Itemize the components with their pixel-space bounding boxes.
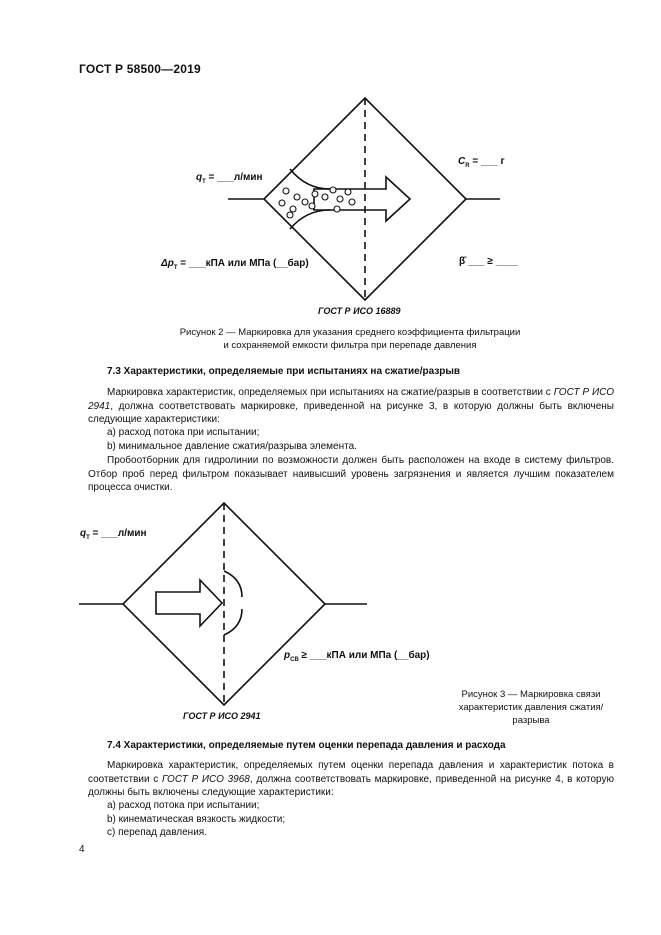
section-7-3-para1: Маркировка характеристик, определяемых при испытаниях на сжатие/разрыв в соответствии с ГОСТ Р ИСО 2941, должна соответствовать маркировке, приведенной на рисунке 3, в которую должны быть включены следующие характеристики: bbox=[88, 387, 615, 425]
section-7-4-title: 7.4 Характеристики, определяемые путем оценки перепада давления и расхода bbox=[107, 740, 506, 751]
fig3-flow-label: $q_T$ = ___л/мин bbox=[80, 528, 147, 541]
fig2-capacity-label: $C_R$ = ___ г bbox=[458, 156, 505, 169]
section-7-4-item-b: b) кинематическая вязкость жидкости; bbox=[107, 814, 286, 825]
fig2-standard-ref: ГОСТ Р ИСО 16889 bbox=[318, 306, 401, 316]
fig2-caption: Рисунок 2 — Маркировка для указания среднего коэффициента фильтрации и сохраняемой емкости фильтра при перепаде давления bbox=[179, 327, 521, 351]
section-7-4-para1: Маркировка характеристик, определяемых путем оценки перепада давления и характеристик потока в соответствии с ГОСТ Р ИСО 3968, должна соответствовать маркировке, приведенной на рисунке 4, в которую должны быть включены следующие характеристики: bbox=[88, 760, 614, 798]
section-7-4-item-a: a) расход потока при испытании; bbox=[107, 800, 260, 811]
fig3-curve-top bbox=[224, 571, 242, 597]
section-7-3-para2: Пробоотборник для гидролинии по возможности должен быть расположен на входе в систему фильтров. Отбор проб перед фильтром показывает наивысший уровень загрязнения и является лучшим показателем процесса очистки. bbox=[88, 455, 614, 493]
section-7-4-item-c: c) перепад давления. bbox=[107, 827, 207, 838]
section-7-3-item-a: a) расход потока при испытании; bbox=[107, 427, 260, 438]
fig3-pressure-label: $p_{CB}$ ≥ ___кПА или МПа (__бар) bbox=[284, 650, 430, 663]
fig2-particles bbox=[279, 187, 355, 218]
section-7-3-item-b: b) минимальное давление сжатия/разрыва элемента. bbox=[107, 441, 357, 452]
fig2-beta-label: β̄ ___ ≥ ____ bbox=[459, 256, 518, 267]
fig3-curve-bottom bbox=[224, 609, 242, 635]
fig2-pressure-drop-label: $\Delta p_T$ = ___кПА или МПа (__бар) bbox=[161, 258, 309, 271]
fig2-flow-arrow bbox=[314, 177, 410, 221]
fig3-flow-arrow bbox=[156, 580, 222, 626]
document-header: ГОСТ Р 58500—2019 bbox=[79, 62, 201, 76]
fig2-filter-curve-bottom bbox=[290, 210, 330, 229]
fig3-caption: Рисунок 3 — Маркировка связи характеристик давления сжатия/разрыва bbox=[458, 689, 604, 726]
fig2-flow-label: $q_T$ = ___л/мин bbox=[196, 172, 263, 185]
fig3-standard-ref: ГОСТ Р ИСО 2941 bbox=[183, 711, 261, 721]
page-number: 4 bbox=[79, 844, 85, 855]
section-7-3-title: 7.3 Характеристики, определяемые при испытаниях на сжатие/разрыв bbox=[107, 366, 461, 377]
fig2-filter-curve-top bbox=[290, 169, 330, 189]
